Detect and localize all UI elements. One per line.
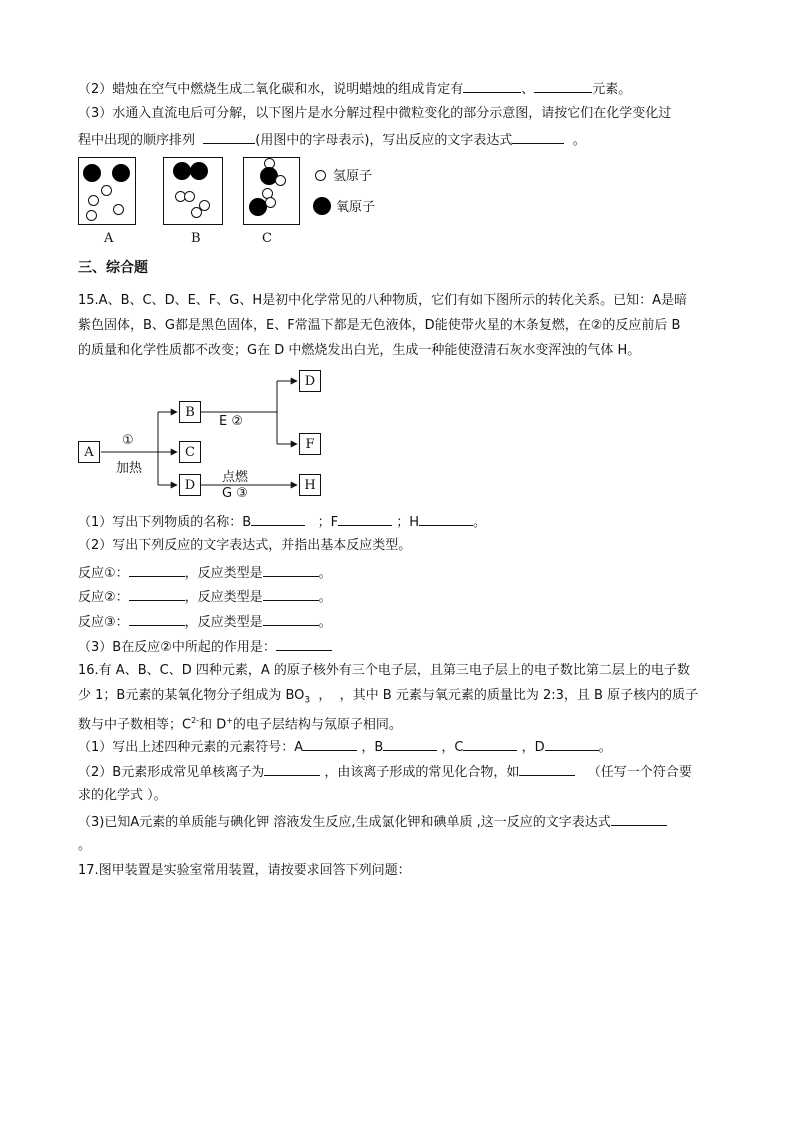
q16-sub3: （3)已知A元素的单质能与碘化钾 溶液发生反应,生成氯化钾和碘单质 ,这一反应的文字表达式 — [78, 811, 667, 833]
answer-blank-h[interactable] — [419, 511, 473, 526]
figure-label-c: C — [262, 231, 272, 246]
answer-blank[interactable] — [264, 761, 320, 776]
oxygen-atom — [83, 164, 101, 182]
q16-sub2: （2）B元素形成常见单核离子为 ，由该离子形成的常见化合物，如 （任写一个符合要 — [78, 761, 692, 783]
q14-part3-line2: 程中出现的顺序排列 (用图中的字母表示)，写出反应的文字表达式 。 — [78, 129, 586, 151]
hydrogen-atom — [86, 210, 97, 221]
q15-intro-1: 15.A、B、C、D、E、F、G、H是初中化学常见的八种物质，它们有如下图所示的转化关系。已知：A是暗 — [78, 293, 688, 308]
node-d-top: D — [299, 370, 321, 392]
node-c: C — [179, 441, 201, 463]
label-reaction-1: ① — [122, 433, 134, 448]
answer-blank[interactable] — [534, 78, 592, 93]
legend-hydrogen: 氢原子 — [333, 169, 373, 184]
box-a — [78, 157, 136, 225]
node-d-mid: D — [179, 474, 201, 496]
answer-blank[interactable] — [129, 611, 185, 626]
q15-sub1: （1）写出下列物质的名称：B ；F ；H 。 — [78, 511, 486, 533]
answer-blank[interactable] — [129, 562, 185, 577]
q16-sub1: （1）写出上述四种元素的元素符号：A ，B ，C ，D 。 — [78, 736, 612, 758]
q15-reaction-1: 反应①： ，反应类型是 。 — [78, 562, 332, 584]
node-a: A — [78, 441, 100, 463]
oxygen-atom — [173, 162, 191, 180]
label-e2: E ② — [219, 414, 244, 429]
q15-intro-3: 的质量和化学性质都不改变；G在 D 中燃烧发出白光，生成一种能使澄清石灰水变浑浊的气体 H。 — [78, 343, 641, 358]
q16-sub3-end: 。 — [78, 838, 92, 853]
answer-blank[interactable] — [276, 636, 332, 651]
answer-blank-b[interactable] — [383, 736, 437, 751]
answer-blank[interactable] — [512, 129, 564, 144]
q15-sub3: （3）B在反应②中所起的作用是： — [78, 636, 332, 658]
hydrogen-legend-icon — [315, 170, 326, 181]
box-c — [243, 157, 300, 225]
hydrogen-atom — [184, 191, 195, 202]
oxygen-atom — [190, 162, 208, 180]
hydrogen-atom — [88, 195, 99, 206]
q16-line3: 数与中子数相等；$C^{2-}$和 D+的电子层结构与氖原子相同。 — [78, 716, 402, 733]
label-g3: G ③ — [222, 486, 248, 501]
hydrogen-atom — [265, 197, 276, 208]
figure-label-b: B — [191, 231, 201, 246]
answer-blank-f[interactable] — [338, 511, 392, 526]
q14-part2: （2）蜡烛在空气中燃烧生成二氧化碳和水，说明蜡烛的组成肯定有 、 元素。 — [78, 78, 631, 100]
hydrogen-atom — [101, 185, 112, 196]
section-title: 三、综合题 — [78, 260, 148, 276]
hydrogen-atom — [275, 175, 286, 186]
q15-sub2: （2）写出下列反应的文字表达式，并指出基本反应类型。 — [78, 538, 412, 553]
answer-blank[interactable] — [129, 586, 185, 601]
answer-blank-b[interactable] — [251, 511, 305, 526]
answer-blank-a[interactable] — [303, 736, 357, 751]
q15-reaction-2: 反应②： ，反应类型是 。 — [78, 586, 332, 608]
q14-part3-line1: （3）水通入直流电后可分解，以下图片是水分解过程中微粒变化的部分示意图，请按它们在化学变化过 — [78, 106, 672, 121]
q17-text: 17.图甲装置是实验室常用装置，请按要求回答下列问题： — [78, 863, 411, 878]
answer-blank[interactable] — [611, 811, 667, 826]
legend-oxygen: 氧原子 — [336, 200, 376, 215]
label-ignite: 点燃 — [222, 470, 249, 485]
box-b — [163, 157, 223, 225]
q15-reaction-3: 反应③： ，反应类型是 。 — [78, 611, 332, 633]
q16-sub2-line2: 求的化学式 ）。 — [78, 788, 167, 803]
q15-intro-2: 紫色固体，B、G都是黑色固体，E、F常温下都是无色液体，D能使带火星的木条复燃，在②的反应前后 B — [78, 318, 681, 333]
figure-label-a: A — [104, 231, 114, 246]
answer-blank[interactable] — [203, 129, 255, 144]
q16-line1: 16.有 A、B、C、D 四种元素，A 的原子核外有三个电子层，且第三电子层上的电子数比第二层上的电子数 — [78, 663, 690, 678]
node-h: H — [299, 474, 321, 496]
answer-blank-d[interactable] — [545, 736, 599, 751]
oxygen-legend-icon — [313, 197, 331, 215]
label-heat: 加热 — [116, 461, 143, 476]
answer-blank[interactable] — [263, 586, 319, 601]
q16-line2: 少 1；B元素的某氧化物分子组成为 $BO_3$ ， ，其中 B 元素与氧元素的质量比为 2:3，且 B 原子核内的质子 — [78, 688, 699, 706]
node-f: F — [299, 433, 321, 455]
oxygen-atom — [112, 164, 130, 182]
hydrogen-atom — [191, 207, 202, 218]
answer-blank[interactable] — [263, 611, 319, 626]
hydrogen-atom — [113, 204, 124, 215]
node-b: B — [179, 401, 201, 423]
answer-blank[interactable] — [519, 761, 575, 776]
answer-blank[interactable] — [463, 78, 521, 93]
answer-blank[interactable] — [263, 562, 319, 577]
answer-blank-c[interactable] — [463, 736, 517, 751]
